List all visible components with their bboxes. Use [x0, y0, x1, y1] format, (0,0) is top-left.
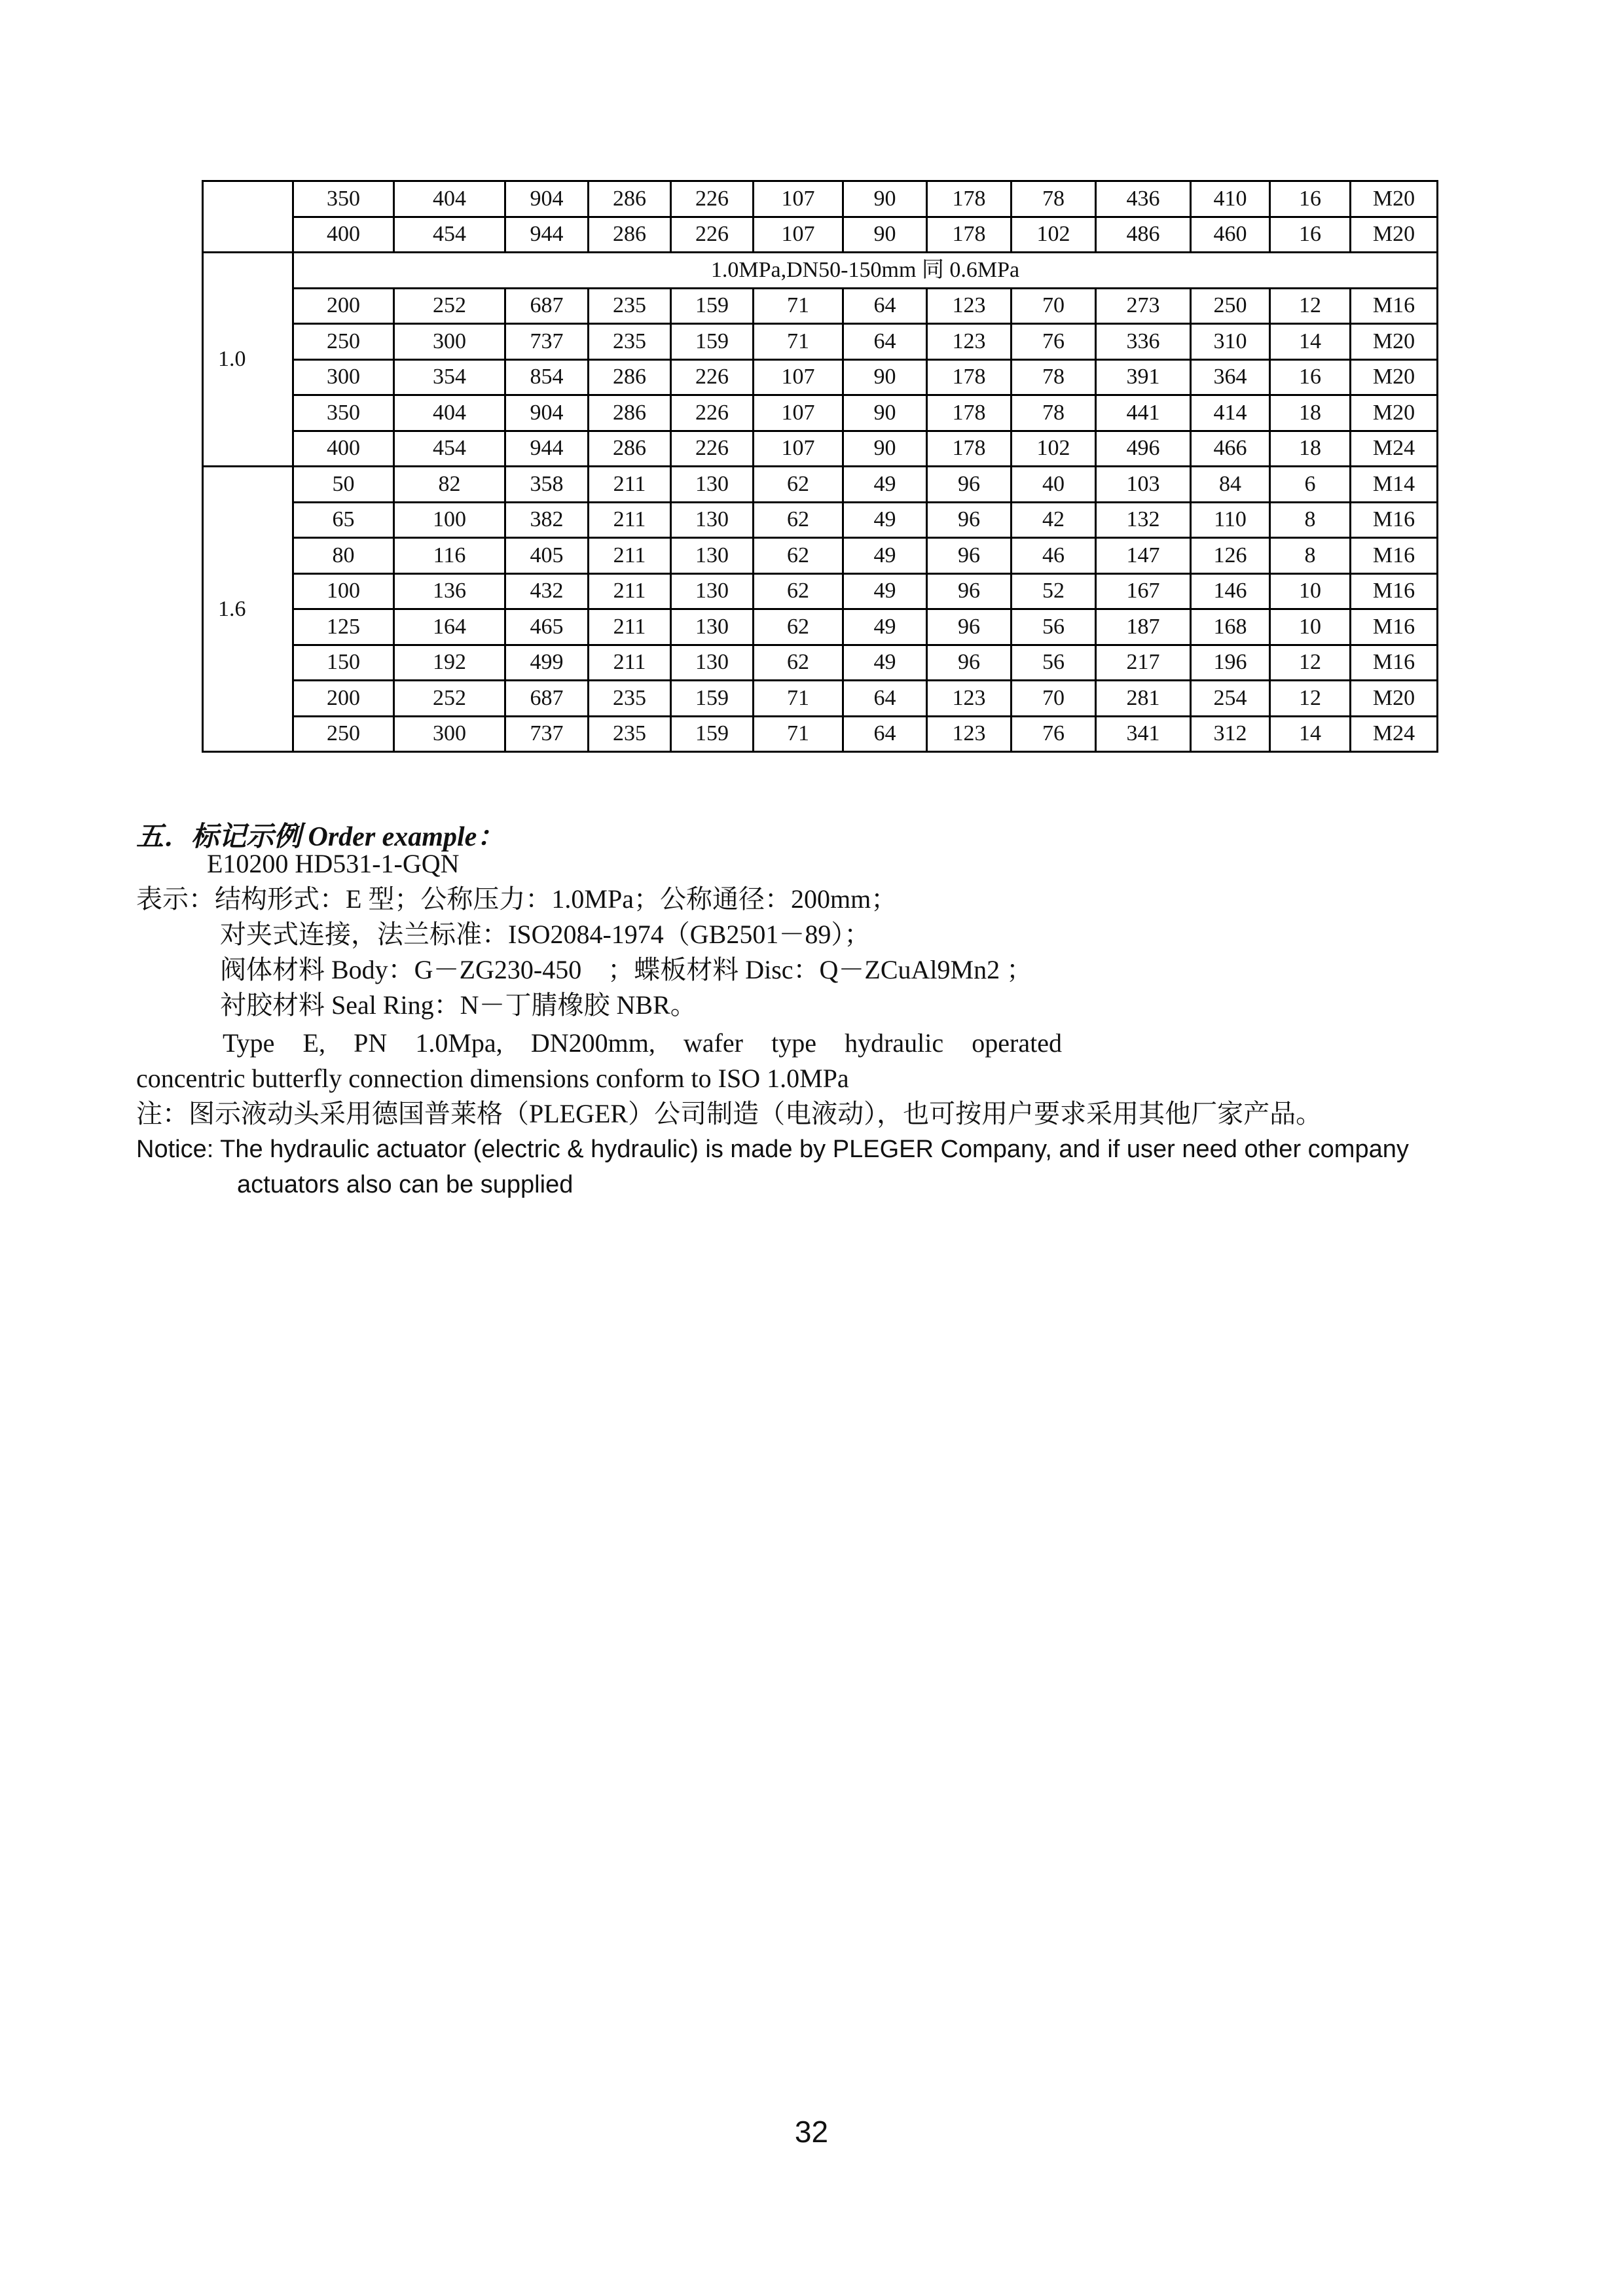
- designation-line-1: 表示：结构形式：E 型；公称压力：1.0MPa；公称通径：200mm；: [136, 884, 898, 914]
- table-cell: 16: [1270, 181, 1351, 217]
- table-cell: 107: [754, 395, 843, 431]
- table-cell: 164: [394, 609, 505, 645]
- table-cell: 737: [505, 324, 589, 360]
- table-cell: 178: [927, 431, 1012, 467]
- table-cell: M16: [1351, 645, 1438, 681]
- table-cell: 254: [1191, 681, 1270, 717]
- table-cell: 410: [1191, 181, 1270, 217]
- designation-line-2: 对夹式连接，法兰标准：ISO2084-1974（GB2501－89）；: [220, 920, 871, 949]
- pressure-cell: 1.6: [203, 467, 293, 752]
- table-cell: 56: [1012, 645, 1096, 681]
- english-word: operated: [972, 1028, 1062, 1058]
- table-cell: 80: [293, 538, 394, 574]
- table-cell: 62: [754, 467, 843, 503]
- table-cell: 49: [843, 573, 927, 609]
- table-cell: 486: [1096, 217, 1191, 253]
- table-note-row: [203, 253, 1438, 289]
- table-row: [203, 181, 1438, 217]
- table-cell: 116: [394, 538, 505, 574]
- table-cell: 687: [505, 681, 589, 717]
- order-example-heading: 五．标记示例 Order example：: [136, 822, 505, 852]
- table-row: [203, 431, 1438, 467]
- table-cell: M20: [1351, 181, 1438, 217]
- table-cell: 200: [293, 288, 394, 324]
- table-note: 1.0MPa,DN50-150mm 同 0.6MPa: [293, 253, 1438, 289]
- table-cell: 465: [505, 609, 589, 645]
- table-cell: 226: [671, 431, 754, 467]
- table-row: [203, 502, 1438, 538]
- table-cell: 8: [1270, 538, 1351, 574]
- table-cell: 310: [1191, 324, 1270, 360]
- english-word: hydraulic: [845, 1028, 944, 1058]
- dimension-table: [202, 180, 1438, 753]
- table-cell: 96: [927, 573, 1012, 609]
- english-word: DN200mm,: [530, 1028, 655, 1058]
- table-cell: 90: [843, 217, 927, 253]
- table-cell: 737: [505, 716, 589, 752]
- table-cell: 281: [1096, 681, 1191, 717]
- table-cell: 42: [1012, 502, 1096, 538]
- table-cell: 64: [843, 681, 927, 717]
- table-cell: 168: [1191, 609, 1270, 645]
- table-cell: 14: [1270, 716, 1351, 752]
- table-cell: 312: [1191, 716, 1270, 752]
- table-cell: 102: [1012, 217, 1096, 253]
- table-row: [203, 681, 1438, 717]
- table-cell: M16: [1351, 538, 1438, 574]
- table-cell: 130: [671, 573, 754, 609]
- table-cell: M24: [1351, 716, 1438, 752]
- table-cell: 103: [1096, 467, 1191, 503]
- table-row: [203, 538, 1438, 574]
- table-cell: 96: [927, 467, 1012, 503]
- english-description-line-1: [223, 1028, 1062, 1058]
- table-cell: 132: [1096, 502, 1191, 538]
- pressure-cell: [203, 181, 293, 253]
- table-cell: 211: [589, 645, 671, 681]
- table-cell: 90: [843, 181, 927, 217]
- english-word: PN: [354, 1028, 388, 1058]
- table-cell: 96: [927, 538, 1012, 574]
- table-cell: 62: [754, 609, 843, 645]
- table-cell: 16: [1270, 359, 1351, 395]
- table-cell: 62: [754, 538, 843, 574]
- table-cell: 252: [394, 681, 505, 717]
- table-cell: 110: [1191, 502, 1270, 538]
- table-cell: 126: [1191, 538, 1270, 574]
- chinese-note: 注：图示液动头采用德国普莱格（PLEGER）公司制造（电液动），也可按用户要求采用其他厂家产品。: [136, 1099, 1322, 1128]
- table-cell: 107: [754, 181, 843, 217]
- designation-line-4: 衬胶材料 Seal Ring：N－丁腈橡胶 NBR。: [220, 990, 697, 1020]
- table-cell: 12: [1270, 645, 1351, 681]
- english-word: Type: [223, 1028, 275, 1058]
- table-row: [203, 395, 1438, 431]
- table-cell: 944: [505, 431, 589, 467]
- table-cell: 382: [505, 502, 589, 538]
- table-cell: 76: [1012, 716, 1096, 752]
- table-cell: 414: [1191, 395, 1270, 431]
- table-cell: 286: [589, 431, 671, 467]
- order-code: E10200 HD531-1-GQN: [207, 849, 460, 878]
- table-cell: M20: [1351, 359, 1438, 395]
- table-cell: 49: [843, 467, 927, 503]
- table-cell: 178: [927, 359, 1012, 395]
- table-cell: 96: [927, 609, 1012, 645]
- table-cell: 436: [1096, 181, 1191, 217]
- table-cell: 64: [843, 288, 927, 324]
- table-cell: 496: [1096, 431, 1191, 467]
- table-cell: M16: [1351, 288, 1438, 324]
- table-cell: 286: [589, 359, 671, 395]
- table-cell: 49: [843, 538, 927, 574]
- table-cell: 90: [843, 431, 927, 467]
- table-cell: 16: [1270, 217, 1351, 253]
- table-cell: 226: [671, 217, 754, 253]
- table-cell: 71: [754, 681, 843, 717]
- table-cell: 432: [505, 573, 589, 609]
- table-cell: M16: [1351, 573, 1438, 609]
- table-cell: 78: [1012, 181, 1096, 217]
- table-cell: 178: [927, 395, 1012, 431]
- table-cell: 10: [1270, 609, 1351, 645]
- table-cell: 64: [843, 324, 927, 360]
- english-word: type: [771, 1028, 816, 1058]
- table-row: [203, 217, 1438, 253]
- table-row: [203, 467, 1438, 503]
- table-cell: M20: [1351, 395, 1438, 431]
- table-cell: M14: [1351, 467, 1438, 503]
- table-cell: M20: [1351, 217, 1438, 253]
- table-row: [203, 716, 1438, 752]
- table-cell: 466: [1191, 431, 1270, 467]
- table-cell: M20: [1351, 681, 1438, 717]
- table-cell: 454: [394, 217, 505, 253]
- table-cell: 404: [394, 395, 505, 431]
- table-cell: 84: [1191, 467, 1270, 503]
- table-cell: 159: [671, 681, 754, 717]
- table-cell: 364: [1191, 359, 1270, 395]
- table-cell: 250: [1191, 288, 1270, 324]
- table-cell: 854: [505, 359, 589, 395]
- table-cell: 96: [927, 645, 1012, 681]
- table-cell: 354: [394, 359, 505, 395]
- table-cell: M16: [1351, 609, 1438, 645]
- table-cell: 14: [1270, 324, 1351, 360]
- table-cell: 286: [589, 181, 671, 217]
- table-cell: 82: [394, 467, 505, 503]
- table-cell: 944: [505, 217, 589, 253]
- table-cell: 71: [754, 716, 843, 752]
- table-cell: 40: [1012, 467, 1096, 503]
- table-cell: 62: [754, 645, 843, 681]
- table-cell: 56: [1012, 609, 1096, 645]
- table-row: [203, 573, 1438, 609]
- table-cell: 49: [843, 502, 927, 538]
- table-cell: 46: [1012, 538, 1096, 574]
- table-cell: 235: [589, 324, 671, 360]
- table-cell: 130: [671, 467, 754, 503]
- table-cell: 211: [589, 502, 671, 538]
- table-cell: 358: [505, 467, 589, 503]
- table-cell: 300: [394, 716, 505, 752]
- table-cell: 400: [293, 431, 394, 467]
- table-cell: 76: [1012, 324, 1096, 360]
- table-cell: 441: [1096, 395, 1191, 431]
- table-cell: 178: [927, 181, 1012, 217]
- table-cell: 187: [1096, 609, 1191, 645]
- table-cell: 405: [505, 538, 589, 574]
- table-row: [203, 645, 1438, 681]
- table-cell: M20: [1351, 324, 1438, 360]
- table-cell: 52: [1012, 573, 1096, 609]
- designation-line-3: 阀体材料 Body：G－ZG230-450 ；蝶板材料 Disc：Q－ZCuAl9Mn2 ；: [220, 955, 1033, 984]
- table-cell: 130: [671, 538, 754, 574]
- table-cell: 107: [754, 217, 843, 253]
- table-cell: 341: [1096, 716, 1191, 752]
- table-cell: 217: [1096, 645, 1191, 681]
- table-cell: 904: [505, 181, 589, 217]
- table-cell: 62: [754, 502, 843, 538]
- table-cell: 273: [1096, 288, 1191, 324]
- table-cell: 8: [1270, 502, 1351, 538]
- table-cell: 235: [589, 716, 671, 752]
- table-cell: 102: [1012, 431, 1096, 467]
- table-cell: 100: [293, 573, 394, 609]
- table-cell: 167: [1096, 573, 1191, 609]
- table-cell: 100: [394, 502, 505, 538]
- table-cell: 147: [1096, 538, 1191, 574]
- table-cell: 78: [1012, 359, 1096, 395]
- table-cell: 499: [505, 645, 589, 681]
- table-cell: 71: [754, 288, 843, 324]
- table-cell: 336: [1096, 324, 1191, 360]
- table-cell: 107: [754, 431, 843, 467]
- table-cell: 65: [293, 502, 394, 538]
- table-cell: 300: [394, 324, 505, 360]
- table-cell: 159: [671, 324, 754, 360]
- page-number: 32: [794, 2115, 829, 2149]
- table-cell: 6: [1270, 467, 1351, 503]
- table-cell: 49: [843, 609, 927, 645]
- table-cell: 159: [671, 288, 754, 324]
- table-cell: 62: [754, 573, 843, 609]
- table-cell: 125: [293, 609, 394, 645]
- table-cell: 460: [1191, 217, 1270, 253]
- table-cell: 18: [1270, 431, 1351, 467]
- table-cell: 250: [293, 324, 394, 360]
- table-row: [203, 609, 1438, 645]
- table-cell: 123: [927, 288, 1012, 324]
- table-cell: 64: [843, 716, 927, 752]
- table-cell: 70: [1012, 288, 1096, 324]
- table-cell: 200: [293, 681, 394, 717]
- table-cell: 96: [927, 502, 1012, 538]
- english-word: E,: [302, 1028, 325, 1058]
- table-cell: 235: [589, 681, 671, 717]
- english-word: 1.0Mpa,: [415, 1028, 503, 1058]
- table-cell: 159: [671, 716, 754, 752]
- table-cell: 235: [589, 288, 671, 324]
- table-cell: 252: [394, 288, 505, 324]
- english-word: wafer: [683, 1028, 743, 1058]
- table-cell: 146: [1191, 573, 1270, 609]
- table-cell: 250: [293, 716, 394, 752]
- table-cell: 78: [1012, 395, 1096, 431]
- table-cell: 130: [671, 502, 754, 538]
- table-cell: 286: [589, 217, 671, 253]
- table-cell: 123: [927, 681, 1012, 717]
- table-cell: 10: [1270, 573, 1351, 609]
- table-cell: 454: [394, 431, 505, 467]
- table-cell: 904: [505, 395, 589, 431]
- english-description-line-2: concentric butterfly connection dimensions conform to ISO 1.0MPa: [136, 1064, 849, 1093]
- table-cell: M24: [1351, 431, 1438, 467]
- table-row: [203, 288, 1438, 324]
- table-cell: 136: [394, 573, 505, 609]
- table-cell: 130: [671, 645, 754, 681]
- table-cell: 226: [671, 181, 754, 217]
- table-cell: 150: [293, 645, 394, 681]
- table-cell: 123: [927, 716, 1012, 752]
- table-cell: 404: [394, 181, 505, 217]
- table-cell: 350: [293, 395, 394, 431]
- notice-line-2: actuators also can be supplied: [237, 1171, 574, 1198]
- table-cell: 71: [754, 324, 843, 360]
- table-cell: 90: [843, 395, 927, 431]
- table-cell: M16: [1351, 502, 1438, 538]
- table-cell: 211: [589, 467, 671, 503]
- table-cell: 50: [293, 467, 394, 503]
- table-cell: 90: [843, 359, 927, 395]
- table-cell: 300: [293, 359, 394, 395]
- table-cell: 12: [1270, 681, 1351, 717]
- notice-line-1: Notice: The hydraulic actuator (electric & hydraulic) is made by PLEGER Company, and if user need other company: [136, 1136, 1409, 1163]
- table-cell: 178: [927, 217, 1012, 253]
- table-cell: 123: [927, 324, 1012, 360]
- table-cell: 211: [589, 573, 671, 609]
- table-cell: 196: [1191, 645, 1270, 681]
- table-cell: 211: [589, 609, 671, 645]
- table-cell: 130: [671, 609, 754, 645]
- table-cell: 391: [1096, 359, 1191, 395]
- table-cell: 18: [1270, 395, 1351, 431]
- table-cell: 687: [505, 288, 589, 324]
- table-row: [203, 324, 1438, 360]
- table-cell: 107: [754, 359, 843, 395]
- table-cell: 226: [671, 395, 754, 431]
- table-cell: 70: [1012, 681, 1096, 717]
- pressure-cell: 1.0: [203, 253, 293, 467]
- table-cell: 400: [293, 217, 394, 253]
- table-cell: 192: [394, 645, 505, 681]
- table-cell: 12: [1270, 288, 1351, 324]
- table-row: [203, 359, 1438, 395]
- table-cell: 286: [589, 395, 671, 431]
- table-cell: 211: [589, 538, 671, 574]
- table-cell: 226: [671, 359, 754, 395]
- table-cell: 350: [293, 181, 394, 217]
- table-cell: 49: [843, 645, 927, 681]
